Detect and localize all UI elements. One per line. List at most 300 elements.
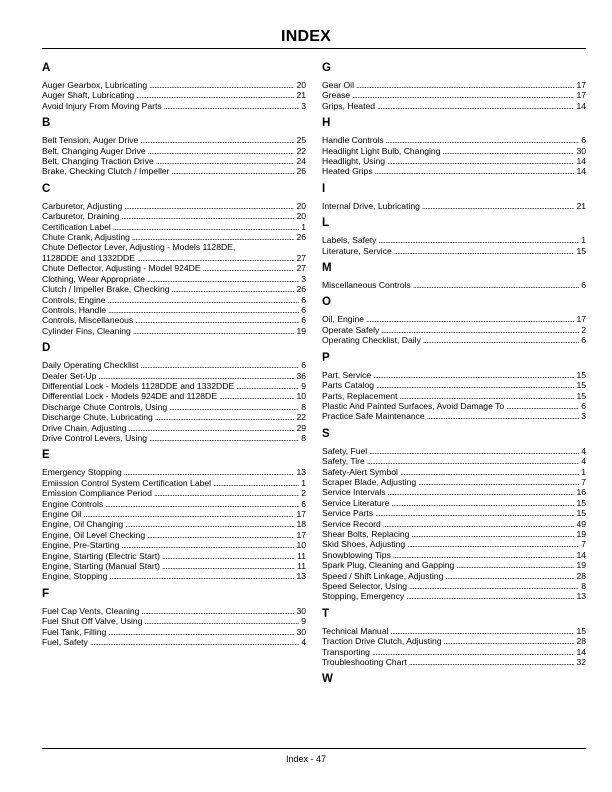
page-number: 17 [576,80,586,90]
page-number: 9 [301,380,306,391]
dot-leader [136,90,294,100]
dot-leader [172,284,295,294]
index-entry-text: Controls, Engine [42,294,106,305]
page-number: 15 [576,508,586,519]
page-number: 27 [296,252,306,263]
dot-leader [393,550,575,560]
dot-leader [356,80,574,90]
index-section-w [322,667,586,691]
index-entry-text: Certification Label [42,221,111,232]
dot-leader [375,166,575,176]
index-entry-text: Emission Compliance Period [42,488,152,499]
page-number: 9 [301,616,306,627]
page-number: 19 [576,560,586,571]
index-entry [42,478,306,488]
page-number: 10 [296,391,306,402]
index-entry [42,433,306,443]
index-entry [42,519,306,529]
index-entry-text: Emiission Control System Certification Label [42,477,212,488]
index-entry-text: Engine Controls [42,498,104,509]
section-letter: L [322,217,330,230]
index-entry [42,146,306,156]
page-number: 1 [581,235,586,246]
page-number: 13 [296,571,306,582]
dot-leader [377,101,574,111]
index-entry-text: Speed / Shift Linkage, Adjusting [322,570,444,581]
index-entry-text: Controls, Handle [42,304,107,315]
page-number: 22 [296,145,306,156]
page-number: 10 [296,540,306,551]
index-entry-text: Differential Lock - Models 924DE and 1128DE [42,391,217,402]
dot-leader [423,335,579,345]
dot-leader [124,201,294,211]
page-number: 27 [296,263,306,274]
page-number: 32 [576,657,586,668]
index-entry [42,253,306,263]
page-number: 17 [296,529,306,540]
index-entry-text: Snowblowing Tips [322,549,391,560]
dot-leader [140,135,294,145]
dot-leader [444,636,575,646]
page-number: 18 [296,519,306,530]
index-entry [42,488,306,498]
page-number: 30 [296,626,306,637]
index-entry-text: Emergency Stopping [42,467,122,478]
dot-leader [443,146,575,156]
index-entry [42,166,306,176]
index-entry [322,335,586,345]
page-number: 14 [576,646,586,657]
index-entry [322,246,586,256]
dot-leader [133,326,295,336]
page-number: 26 [296,232,306,243]
dot-leader [387,156,574,166]
page-number: 13 [296,467,306,478]
index-section-c [42,177,306,336]
dot-leader [388,487,575,497]
index-entry-text: Carburetor, Draining [42,211,120,222]
dot-leader [213,478,299,488]
index-entry-text: Chute Crank, Adjusting [42,232,130,243]
page-number: 15 [576,369,586,380]
index-entry [322,146,586,156]
index-section-o [322,290,586,345]
index-section-i [322,177,586,211]
index-entry [42,80,306,90]
index-entry-text: Engine Oil [42,509,82,519]
page-number: 19 [296,325,306,336]
section-letter: I [322,182,326,195]
index-entry-text: Technical Manual [322,625,389,636]
section-letter: A [42,62,51,74]
index-entry-text: Internal Drive, Lubricating [322,200,420,211]
page-number: 6 [581,135,586,146]
page-number: 30 [576,145,586,156]
page-number: 1 [301,221,306,232]
section-letter: T [322,607,330,620]
index-entry [322,571,586,581]
dot-leader [399,391,574,401]
dot-leader [376,380,574,390]
dot-leader [383,519,575,529]
dot-leader [121,540,294,550]
index-entry [42,326,306,336]
index-entry-text: Grips, Heated [322,100,376,111]
page-number: 2 [301,488,306,499]
dot-leader [141,606,294,616]
index-entry-text: Engine, Starting (Electric Start) [42,550,160,561]
page-number: 1 [301,477,306,488]
index-entry [42,637,306,647]
index-entry-text: Parts, Replacement [322,390,398,401]
page-number: 20 [296,211,306,222]
index-entry-text: Auger Shaft, Lubricating [42,90,135,101]
dot-leader [137,253,294,263]
index-entry [42,412,306,422]
index-entry [322,380,586,390]
index-entry [42,381,306,391]
index-entry [42,551,306,561]
dot-leader [390,626,574,636]
page-number: 14 [576,100,586,111]
page-number: 4 [301,637,306,648]
index-entry [322,80,586,90]
index-entry [322,581,586,591]
index-section-f [42,582,306,648]
index-entry [322,508,586,518]
index-entry-text: Speed Selector, Using [322,581,408,591]
dot-leader [149,80,294,90]
index-entry [42,371,306,381]
index-entry-text: Dealer Set-Up [42,370,97,381]
index-entry [322,235,586,245]
page-number: 6 [301,498,306,509]
page-number: 6 [301,304,306,315]
index-entry-text: Literature, Service [322,245,392,256]
index-entry [42,222,306,232]
index-entry [322,560,586,570]
index-entry [42,391,306,401]
dot-leader [407,539,579,549]
page-number: 1 [581,466,586,477]
dot-leader [154,488,299,498]
dot-leader [506,401,579,411]
index-entry-text: Auger Gearbox, Lubricating [42,80,148,90]
page-number: 8 [301,432,306,443]
index-entry [42,616,306,626]
page-number: 6 [581,335,586,346]
dot-leader [394,246,575,256]
page-number: 28 [576,570,586,581]
index-entry [322,90,586,100]
index-entry-text: Practice Safe Maintenance [322,411,425,422]
section-letter: F [42,587,50,600]
index-entry-text: Skid Shoes, Adjusting [322,539,406,550]
dot-leader [413,280,579,290]
section-letter: P [322,351,330,364]
page-number: 11 [297,561,306,572]
index-entry [42,284,306,294]
index-entry-text: Discharge Chute Controls, Using [42,401,168,412]
page-number: 3 [581,411,586,422]
dot-leader [386,135,580,145]
index-entry [322,529,586,539]
dot-leader [140,360,299,370]
index-entry-text: Gear Oil [322,80,354,90]
index-entry [322,519,586,529]
dot-leader [147,274,299,284]
dot-leader [366,314,574,324]
index-section-m [322,256,586,290]
index-entry [322,280,586,290]
index-entry-text: Differential Lock - Models 1128DDE and 1332DDE [42,380,235,391]
index-entry-text: Drive Chain, Adjusting [42,422,127,433]
page-number: 19 [576,528,586,539]
dot-leader [236,381,299,391]
page-number: 6 [301,315,306,326]
index-entry [322,626,586,636]
dot-leader [162,561,295,571]
index-entry [322,591,586,601]
index-section-g [322,56,586,111]
section-letter: S [322,427,330,440]
page-number: 2 [581,324,586,335]
index-entry [42,360,306,370]
dot-leader [375,508,574,518]
index-entry-text: Brake, Checking Clutch / Impeller [42,166,170,177]
index-entry [322,201,586,211]
page-number: 4 [581,456,586,467]
dot-leader [406,591,574,601]
index-entry-text: Handle Controls [322,135,384,146]
dot-leader [219,391,294,401]
index-entry-text: Clutch / Impeller Brake, Checking [42,284,170,295]
dot-leader [129,423,295,433]
index-entry-text: 1128DDE and 1332DDE [42,252,135,263]
page-number: 17 [576,90,586,101]
page-number: 21 [296,90,306,101]
dot-leader [391,498,574,508]
page-number: 49 [576,518,586,529]
index-entry-text: Engine, Oil Level Checking [42,529,146,540]
index-entry-text: Grease [322,90,351,101]
dot-leader [108,627,294,637]
dot-leader [378,235,579,245]
index-entry [42,561,306,571]
index-entry [322,391,586,401]
section-letter: C [42,182,51,195]
index-entry [322,550,586,560]
index-column-left [42,56,306,647]
index-entry [322,166,586,176]
page-number: 30 [296,605,306,616]
index-entry [322,446,586,456]
index-entry [322,657,586,667]
section-letter: D [42,342,51,355]
index-entry [42,101,306,111]
index-entry [322,467,586,477]
page-number: 3 [301,273,306,284]
index-entry-text: Controls, Miscellaneous [42,315,134,326]
index-entry [42,295,306,305]
page-number: 4 [581,445,586,456]
dot-leader [372,647,575,657]
dot-leader [121,211,294,221]
dot-leader [400,467,579,477]
index-entry-text: Safety, Tire [322,456,365,467]
dot-leader [105,499,299,509]
dot-leader [411,529,574,539]
index-entry-text: Avoid Injury From Moving Parts [42,100,162,111]
dot-leader [156,156,295,166]
index-entry-text: Belt, Changing Traction Drive [42,156,154,167]
index-entry-text: Parts Catalog [322,380,375,391]
index-section-e [42,443,306,581]
index-section-l [322,211,586,256]
index-entry [42,232,306,242]
page-number: 8 [301,401,306,412]
index-entry [42,211,306,221]
index-entry-text: Oil, Engine [322,314,365,325]
page-number: 15 [576,390,586,401]
index-entry [42,156,306,166]
index-entry-text: Engine, Starting (Manual Start) [42,561,160,572]
dot-leader [113,222,299,232]
page-number: 26 [296,166,306,177]
section-letter: B [42,117,51,130]
index-entry-text: Fuel Tank, Filling [42,626,107,637]
index-entry-text: Drive Control Levers, Using [42,432,148,443]
index-entry-text: Clothing, Wear Appropriate [42,273,146,284]
index-section-t [322,602,586,668]
page-number: 22 [296,412,306,423]
index-entry-text: Traction Drive Clutch, Adjusting [322,636,442,647]
page-number: 6 [581,280,586,291]
index-entry [42,90,306,100]
index-entry-text: Plastic And Painted Surfaces, Avoid Damage To [322,400,505,411]
section-letter: E [42,449,50,462]
index-entry-text: Engine, Stopping [42,571,108,582]
footer-rule [42,748,586,749]
index-entry-text: Part, Service [322,369,372,380]
page-number: 13 [576,591,586,602]
dot-leader [108,305,299,315]
index-entry-text: Engine, Oil Changing [42,519,124,530]
index-section-a [42,56,306,111]
index-entry [42,402,306,412]
dot-leader [147,530,294,540]
page-number: 15 [576,625,586,636]
index-entry-text: Safety-Alert Symbol [322,466,398,477]
page-number: 36 [296,370,306,381]
index-entry [42,509,306,519]
page-number: 25 [296,135,306,146]
index-entry [42,135,306,145]
page-number: 14 [576,549,586,560]
dot-leader [456,560,574,570]
index-entry-text: Shear Bolts, Replacing [322,528,410,539]
section-letter: W [322,673,333,686]
section-letter: O [322,296,331,309]
dot-leader [162,551,295,561]
index-entry [42,571,306,581]
index-entry-text: Service Parts [322,508,374,519]
index-section-p [322,346,586,422]
index-entry [42,315,306,325]
index-section-d [42,336,306,443]
dot-leader [124,467,295,477]
index-entry [42,627,306,637]
index-section-h [322,111,586,177]
dot-leader [144,616,299,626]
page-number: 26 [296,284,306,295]
index-entry [322,411,586,421]
index-entry-text: Operate Safely [322,324,380,335]
index-entry [42,499,306,509]
index-entry-text: Engine, Pre-Starting [42,540,120,551]
index-entry-text: Troubleshooting Chart [322,657,407,668]
index-column-right [322,56,586,691]
index-entry [322,539,586,549]
index-entry-text: Transporting [322,646,370,657]
index-entry-text: Heated Grips [322,166,373,177]
section-letter: M [322,262,332,275]
dot-leader [132,232,295,242]
index-entry-text: Chute Deflector, Adjusting - Model 924DE [42,263,201,274]
index-entry-text: Labels, Safety [322,235,377,246]
index-entry-text: Discharge Chute, Lubricating [42,412,153,423]
index-entry [322,135,586,145]
page-number: 3 [301,100,306,111]
page-number: 21 [576,200,586,211]
dot-leader [135,315,299,325]
index-entry [42,201,306,211]
dot-leader [422,201,575,211]
page-number: 15 [576,497,586,508]
index-entry-text: Fuel Shut Off Valve, Using [42,616,143,627]
page-number: 6 [301,360,306,371]
dot-leader [125,519,294,529]
index-entry-text: Scraper Blade, Adjusting [322,476,417,487]
dot-leader [109,571,294,581]
dot-leader [352,90,574,100]
index-entry-text: Daily Operating Checklist [42,360,139,371]
page-number: 17 [296,509,306,519]
section-letter: G [322,62,331,74]
index-entry [322,370,586,380]
index-entry-text: Service Literature [322,497,390,508]
index-entry [42,606,306,616]
page-number: 28 [576,636,586,647]
dot-leader [149,433,299,443]
index-entry [322,647,586,657]
index-entry [42,540,306,550]
index-entry [322,101,586,111]
dot-leader [169,402,299,412]
page-number: 20 [296,80,306,90]
index-entry-text: Operating Checklist, Daily [322,335,421,346]
page-number: 7 [581,476,586,487]
index-entry-text: Headlight Light Bulb, Changing [322,145,441,156]
page-number: 6 [301,294,306,305]
dot-leader [90,637,299,647]
index-section-s [322,422,586,602]
dot-leader [373,370,574,380]
dot-leader [108,295,300,305]
index-entry-text: Stopping, Emergency [322,591,405,602]
page-number: 8 [581,581,586,591]
index-entry [322,636,586,646]
